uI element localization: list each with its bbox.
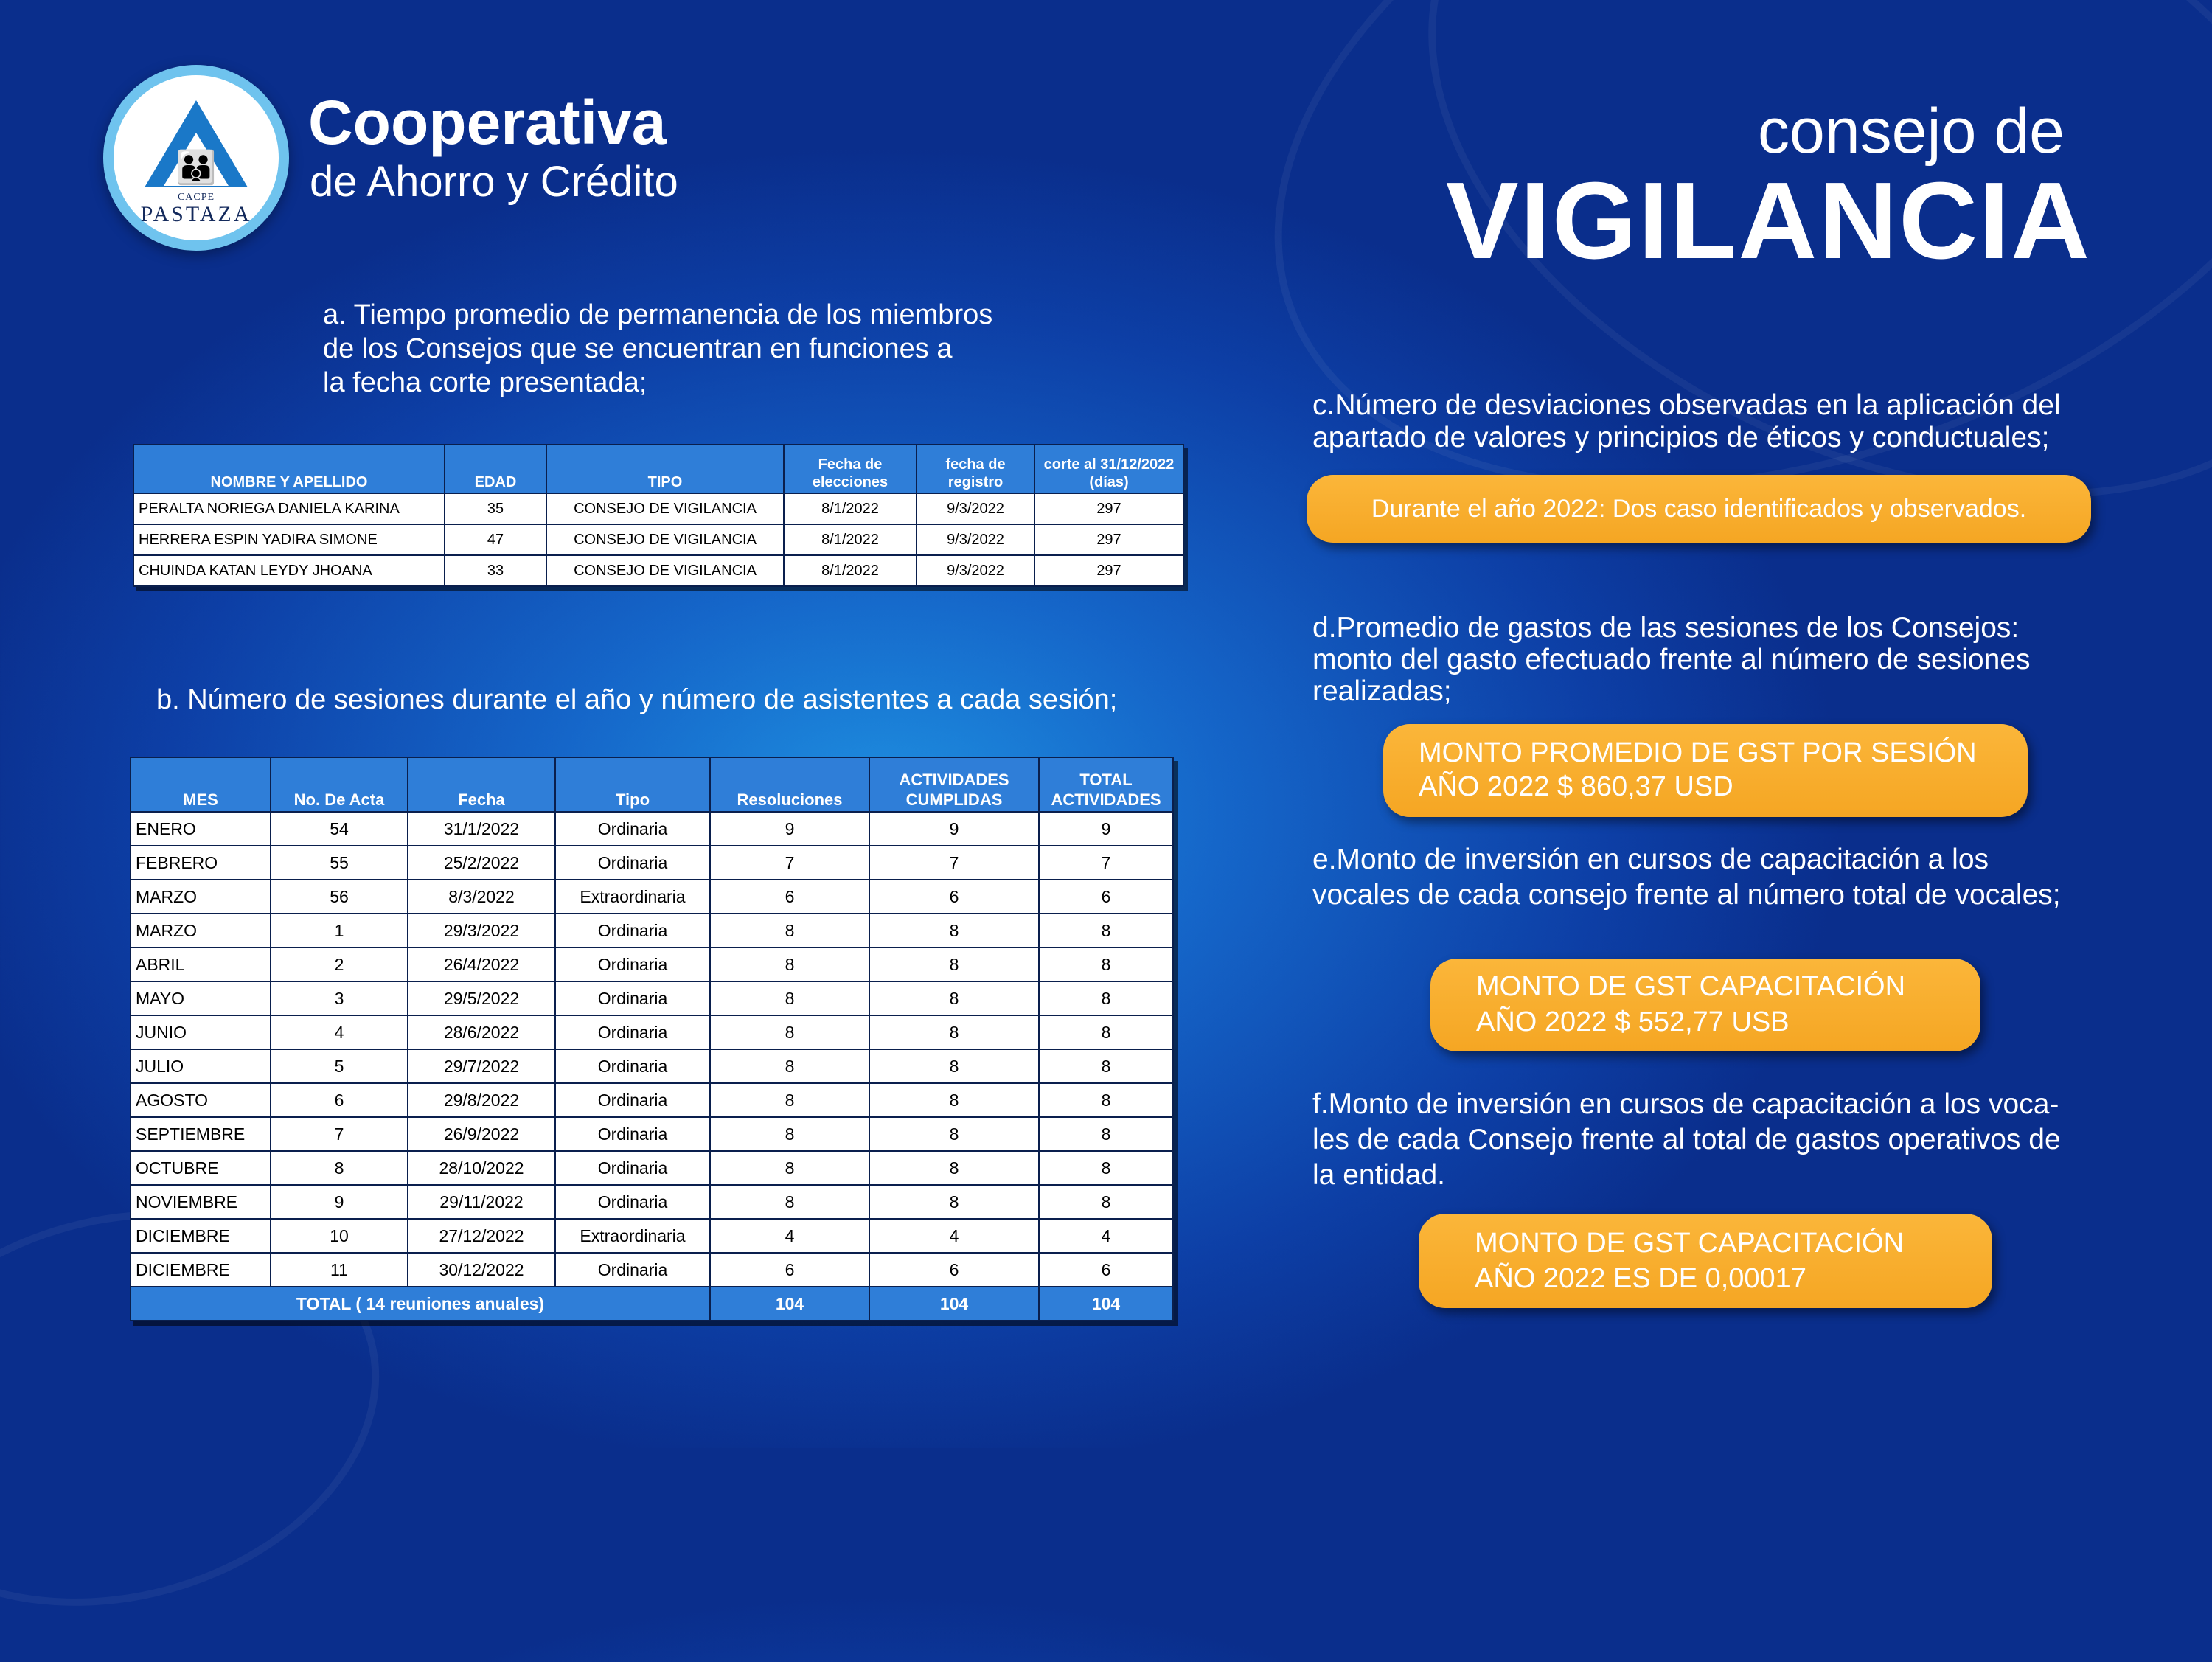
table-cell: 8 — [1039, 914, 1173, 948]
table-row — [131, 1219, 1173, 1253]
table-cell: 8 — [271, 1151, 408, 1185]
table-cell: ENERO — [131, 812, 271, 846]
cooperative-logo — [103, 65, 289, 251]
table-cell: 8 — [710, 981, 869, 1015]
table-row — [131, 846, 1173, 880]
section-e-pill-line1: MONTO DE GST CAPACITACIÓN — [1476, 971, 1906, 1002]
table-total-row — [131, 1287, 1173, 1321]
table-header-row — [131, 757, 1173, 812]
table-cell: 8 — [869, 1117, 1039, 1151]
table-cell: 27/12/2022 — [408, 1219, 555, 1253]
table-row — [131, 880, 1173, 914]
table-cell: 33 — [445, 555, 546, 586]
table-cell: 8 — [1039, 1117, 1173, 1151]
table-cell: 8 — [710, 914, 869, 948]
table-cell: CONSEJO DE VIGILANCIA — [546, 493, 784, 524]
table-cell: 2 — [271, 948, 408, 981]
page-title-line2: VIGILANCIA — [1445, 160, 2091, 282]
table-cell: 9 — [710, 812, 869, 846]
column-header: No. De Acta — [271, 757, 408, 812]
column-header: TOTAL ACTIVIDADES — [1039, 757, 1173, 812]
table-cell: 4 — [271, 1015, 408, 1049]
table-cell: Ordinaria — [555, 1083, 710, 1117]
table-cell: 8 — [869, 1049, 1039, 1083]
table-cell: JUNIO — [131, 1015, 271, 1049]
table-row — [133, 493, 1183, 524]
table-row — [131, 981, 1173, 1015]
table-cell: 29/5/2022 — [408, 981, 555, 1015]
sessions-table — [130, 757, 1174, 1321]
section-d-pill-line1: MONTO PROMEDIO DE GST POR SESIÓN — [1419, 737, 1977, 768]
table-cell: 4 — [1039, 1219, 1173, 1253]
table-cell: AGOSTO — [131, 1083, 271, 1117]
table-cell: 6 — [869, 1253, 1039, 1287]
section-e-pill — [1430, 959, 1980, 1051]
table-cell: Ordinaria — [555, 846, 710, 880]
table-cell: Ordinaria — [555, 812, 710, 846]
table-row — [133, 555, 1183, 586]
total-resoluciones: 104 — [710, 1287, 869, 1321]
table-cell: 6 — [869, 880, 1039, 914]
section-b-text: b. Número de sesiones durante el año y número de asistentes a cada sesión; — [156, 684, 1118, 715]
table-cell: MAYO — [131, 981, 271, 1015]
table-cell: 28/6/2022 — [408, 1015, 555, 1049]
table-cell: Ordinaria — [555, 914, 710, 948]
page-title-line1: consejo de — [1758, 96, 2065, 167]
table-cell: 8 — [710, 1015, 869, 1049]
table-cell: 47 — [445, 524, 546, 555]
table-cell: 9/3/2022 — [917, 555, 1034, 586]
table-row — [131, 1083, 1173, 1117]
table-cell: 29/11/2022 — [408, 1185, 555, 1219]
brand-title: Cooperativa — [308, 88, 667, 157]
table-cell: 9 — [869, 812, 1039, 846]
table-cell: 8/1/2022 — [784, 555, 917, 586]
section-d-pill — [1383, 724, 2028, 817]
table-cell: 8 — [1039, 1015, 1173, 1049]
members-table — [133, 444, 1184, 587]
table-cell: 8 — [869, 1151, 1039, 1185]
column-header: MES — [131, 757, 271, 812]
table-cell: 8 — [710, 1117, 869, 1151]
table-cell: 7 — [869, 846, 1039, 880]
table-cell: 25/2/2022 — [408, 846, 555, 880]
section-a-text: a. Tiempo promedio de permanencia de los miembros de los Consejos que se encuentran en funciones a la fecha corte presentada; — [323, 299, 993, 398]
table-cell: 9/3/2022 — [917, 524, 1034, 555]
section-c-text: c.Número de desviaciones observadas en la aplicación del apartado de valores y principios de éticos y conductuales; — [1312, 389, 2061, 453]
table-row — [131, 1151, 1173, 1185]
table-cell: 30/12/2022 — [408, 1253, 555, 1287]
table-cell: FEBRERO — [131, 846, 271, 880]
table-cell: MARZO — [131, 880, 271, 914]
section-d-text: d.Promedio de gastos de las sesiones de los Consejos: monto del gasto efectuado frente al número de sesiones realizadas; — [1312, 612, 2031, 707]
table-cell: DICIEMBRE — [131, 1219, 271, 1253]
table-cell: 6 — [710, 1253, 869, 1287]
table-cell: HERRERA ESPIN YADIRA SIMONE — [133, 524, 445, 555]
table-cell: 8 — [869, 948, 1039, 981]
table-cell: 8 — [710, 948, 869, 981]
table-row — [131, 948, 1173, 981]
logo-small-text: CACPE — [177, 192, 215, 203]
table-cell: 8/1/2022 — [784, 524, 917, 555]
column-header: ACTIVIDADES CUMPLIDAS — [869, 757, 1039, 812]
table-cell: 10 — [271, 1219, 408, 1253]
table-cell: 8 — [869, 914, 1039, 948]
column-header: NOMBRE Y APELLIDO — [133, 445, 445, 493]
table-cell: 9 — [1039, 812, 1173, 846]
table-cell: 8/1/2022 — [784, 493, 917, 524]
logo-name-text: PASTAZA — [140, 202, 252, 226]
table-cell: CONSEJO DE VIGILANCIA — [546, 524, 784, 555]
table-cell: 5 — [271, 1049, 408, 1083]
table-cell: 7 — [1039, 846, 1173, 880]
table-cell: Ordinaria — [555, 1151, 710, 1185]
table-cell: CHUINDA KATAN LEYDY JHOANA — [133, 555, 445, 586]
table-cell: 297 — [1034, 524, 1183, 555]
section-c-pill — [1307, 475, 2091, 543]
table-cell: 6 — [1039, 880, 1173, 914]
table-cell: 8 — [710, 1083, 869, 1117]
column-header: fecha de registro — [917, 445, 1034, 493]
table-cell: 8 — [1039, 948, 1173, 981]
table-cell: 26/4/2022 — [408, 948, 555, 981]
table-cell: 8 — [869, 981, 1039, 1015]
section-d-pill-line2: AÑO 2022 $ 860,37 USD — [1419, 771, 1733, 802]
table-cell: 8 — [710, 1151, 869, 1185]
table-cell: 8 — [869, 1015, 1039, 1049]
table-cell: 8 — [869, 1185, 1039, 1219]
table-cell: 4 — [710, 1219, 869, 1253]
table-row — [131, 914, 1173, 948]
table-cell: CONSEJO DE VIGILANCIA — [546, 555, 784, 586]
table-cell: 55 — [271, 846, 408, 880]
table-cell: 7 — [271, 1117, 408, 1151]
table-cell: 29/3/2022 — [408, 914, 555, 948]
table-cell: MARZO — [131, 914, 271, 948]
section-c-pill-text: Durante el año 2022: Dos caso identificados y observados. — [1371, 495, 2027, 523]
table-cell: 6 — [271, 1083, 408, 1117]
table-cell: SEPTIEMBRE — [131, 1117, 271, 1151]
table-cell: 8 — [1039, 1083, 1173, 1117]
column-header: Tipo — [555, 757, 710, 812]
table-cell: JULIO — [131, 1049, 271, 1083]
table-cell: Ordinaria — [555, 1185, 710, 1219]
table-row — [131, 1253, 1173, 1287]
table-cell: Ordinaria — [555, 981, 710, 1015]
table-row — [131, 1015, 1173, 1049]
table-cell: 8 — [1039, 981, 1173, 1015]
table-row — [131, 1185, 1173, 1219]
table-cell: 35 — [445, 493, 546, 524]
table-cell: 1 — [271, 914, 408, 948]
table-header-row — [133, 445, 1183, 493]
table-cell: 31/1/2022 — [408, 812, 555, 846]
table-cell: 8 — [1039, 1151, 1173, 1185]
table-cell: OCTUBRE — [131, 1151, 271, 1185]
table-cell: 29/8/2022 — [408, 1083, 555, 1117]
column-header: TIPO — [546, 445, 784, 493]
column-header: Fecha de elecciones — [784, 445, 917, 493]
table-cell: Extraordinaria — [555, 880, 710, 914]
table-cell: 26/9/2022 — [408, 1117, 555, 1151]
table-cell: 29/7/2022 — [408, 1049, 555, 1083]
table-row — [131, 812, 1173, 846]
table-cell: 297 — [1034, 555, 1183, 586]
table-cell: PERALTA NORIEGA DANIELA KARINA — [133, 493, 445, 524]
section-f-pill-line2: AÑO 2022 ES DE 0,00017 — [1475, 1263, 1806, 1294]
table-cell: 4 — [869, 1219, 1039, 1253]
table-cell: Ordinaria — [555, 1253, 710, 1287]
table-cell: 8/3/2022 — [408, 880, 555, 914]
table-cell: 28/10/2022 — [408, 1151, 555, 1185]
section-f-text: f.Monto de inversión en cursos de capacitación a los voca- les de cada Consejo frente al total de gastos operativos de la entidad. — [1312, 1088, 2061, 1191]
table-cell: 9 — [271, 1185, 408, 1219]
total-actividades: 104 — [1039, 1287, 1173, 1321]
column-header: corte al 31/12/2022 (días) — [1034, 445, 1183, 493]
table-cell: 6 — [1039, 1253, 1173, 1287]
table-cell: Ordinaria — [555, 1015, 710, 1049]
column-header: Fecha — [408, 757, 555, 812]
table-cell: 9/3/2022 — [917, 493, 1034, 524]
table-cell: 54 — [271, 812, 408, 846]
table-cell: 8 — [710, 1049, 869, 1083]
table-cell: 11 — [271, 1253, 408, 1287]
column-header: EDAD — [445, 445, 546, 493]
table-cell: Ordinaria — [555, 1117, 710, 1151]
table-cell: 297 — [1034, 493, 1183, 524]
section-f-pill — [1419, 1214, 1992, 1308]
table-cell: 8 — [1039, 1185, 1173, 1219]
table-row — [131, 1117, 1173, 1151]
table-cell: NOVIEMBRE — [131, 1185, 271, 1219]
family-icon: 👪 — [175, 150, 217, 186]
table-cell: ABRIL — [131, 948, 271, 981]
table-row — [133, 524, 1183, 555]
total-label: TOTAL ( 14 reuniones anuales) — [131, 1287, 710, 1321]
section-f-pill-line1: MONTO DE GST CAPACITACIÓN — [1475, 1228, 1905, 1259]
table-cell: 7 — [710, 846, 869, 880]
column-header: Resoluciones — [710, 757, 869, 812]
table-cell: 8 — [710, 1185, 869, 1219]
table-cell: 56 — [271, 880, 408, 914]
table-cell: DICIEMBRE — [131, 1253, 271, 1287]
section-e-text: e.Monto de inversión en cursos de capacitación a los vocales de cada consejo frente al número total de vocales; — [1312, 844, 2061, 911]
table-cell: Extraordinaria — [555, 1219, 710, 1253]
table-row — [131, 1049, 1173, 1083]
table-cell: Ordinaria — [555, 1049, 710, 1083]
table-cell: 8 — [869, 1083, 1039, 1117]
section-e-pill-line2: AÑO 2022 $ 552,77 USB — [1476, 1006, 1790, 1037]
table-cell: 8 — [1039, 1049, 1173, 1083]
table-cell: 3 — [271, 981, 408, 1015]
table-cell: 6 — [710, 880, 869, 914]
brand-subtitle: de Ahorro y Crédito — [310, 158, 678, 206]
total-actividades-cumplidas: 104 — [869, 1287, 1039, 1321]
table-cell: Ordinaria — [555, 948, 710, 981]
